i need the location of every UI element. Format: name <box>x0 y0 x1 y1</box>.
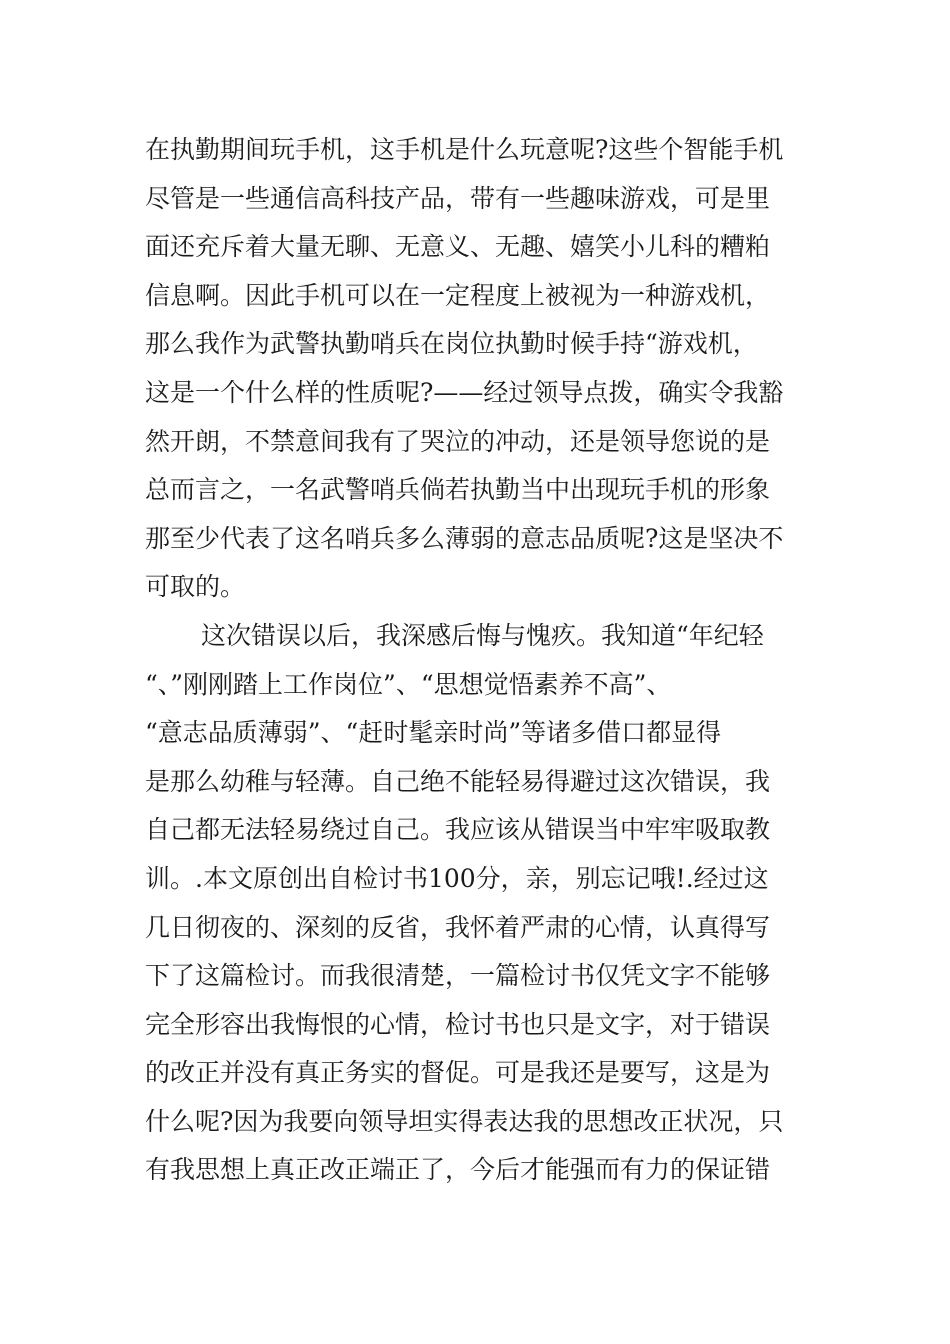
text-line: 可取的。 <box>145 572 246 602</box>
text-line: 然开朗，不禁意间我有了哭泣的冲动，还是领导您说的是 <box>145 426 771 456</box>
text-line: 在执勤期间玩手机，这手机是什么玩意呢?这些个智能手机 <box>145 135 784 164</box>
text-line: “、”刚刚踏上工作岗位”、“思想觉悟素养不高”、 <box>145 669 672 699</box>
text-line: 总而言之，一名武警哨兵倘若执勤当中出现玩手机的形象 <box>145 475 771 505</box>
text-line: 尽管是一些通信高科技产品，带有一些趣味游戏，可是里 <box>145 183 771 213</box>
document-body <box>145 126 811 1195</box>
text-line: 信息啊。因此手机可以在一定程度上被视为一种游戏机， <box>145 280 771 310</box>
text-line: 是那么幼稚与轻薄。自己绝不能轻易得避过这次错误，我 <box>145 766 771 796</box>
text-line: 面还充斥着大量无聊、无意义、无趣、嬉笑小儿科的糟粕 <box>145 232 771 262</box>
text-line: 的改正并没有真正务实的督促。可是我还是要写，这是为 <box>145 1058 771 1088</box>
text-line: 完全形容出我悔恨的心情，检讨书也只是文字，对于错误 <box>145 1009 771 1039</box>
paragraph-first-line: 这次错误以后，我深感后悔与愧疚。我知道“年纪轻 <box>201 620 764 650</box>
text-line: 那么我作为武警执勤哨兵在岗位执勤时候手持“游戏机， <box>145 329 758 359</box>
text-line: 下了这篇检讨。而我很清楚，一篇检讨书仅凭文字不能够 <box>145 961 771 991</box>
text-line: 这是一个什么样的性质呢?——经过领导点拨，确实令我豁 <box>145 377 784 407</box>
text-line: 什么呢?因为我要向领导坦实得表达我的思想改正状况，只 <box>145 1106 784 1136</box>
text-line: 那至少代表了这名哨兵多么薄弱的意志品质呢?这是坚决不 <box>145 523 784 553</box>
text-line: 训。.本文原创出自检讨书100分，亲，别忘记哦!.经过这 <box>145 863 769 893</box>
text-line: 自己都无法轻易绕过自己。我应该从错误当中牢牢吸取教 <box>145 815 771 845</box>
text-line: 有我思想上真正改正端正了，今后才能强而有力的保证错 <box>145 1155 771 1185</box>
text-line: “意志品质薄弱”、“赶时髦亲时尚”等诸多借口都显得 <box>145 718 722 748</box>
text-line: 几日彻夜的、深刻的反省，我怀着严肃的心情，认真得写 <box>145 912 771 942</box>
